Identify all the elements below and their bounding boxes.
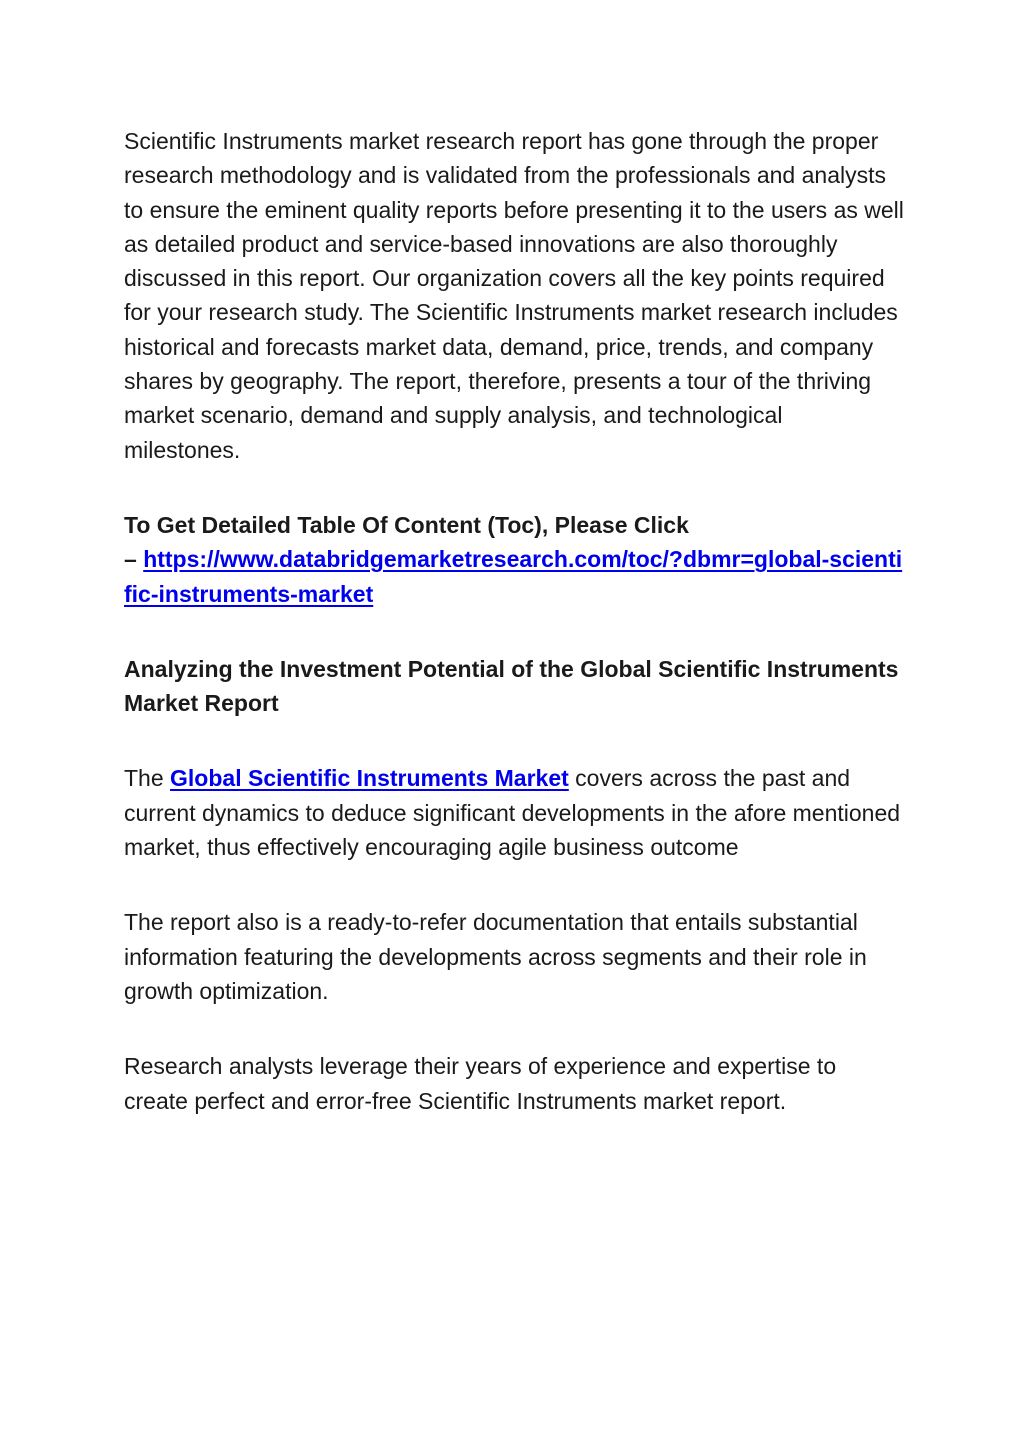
toc-link[interactable]: https://www.databridgemarketresearch.com/toc/?dbmr=global-scientific-instruments-market — [124, 546, 903, 607]
toc-dash: – — [124, 546, 144, 573]
analysts-paragraph: Research analysts leverage their years of experience and expertise to create perfect and error-free Scientific Instruments market report. — [124, 1053, 837, 1114]
ready-to-refer-paragraph: The report also is a ready-to-refer documentation that entails substantial information featuring the developments across segments and their role in growth optimization. — [124, 909, 867, 1004]
toc-label: To Get Detailed Table Of Content (Toc), Please Click — [124, 511, 689, 538]
investment-paragraph — [124, 761, 904, 864]
investment-heading: Analyzing the Investment Potential of the Global Scientific Instruments Market Report — [124, 655, 899, 717]
intro-paragraph: Scientific Instruments market research report has gone through the proper research methodology and is validated from the professionals and analysts to ensure the eminent quality reports before presenting it to the users as well as detailed product and service-based innovations are also thoroughly discussed in this report. Our organization covers all the key points required for your research study. The Scientific Instruments market research includes historical and forecasts market data, demand, price, trends, and company shares by geography. The report, therefore, presents a tour of the thriving market scenario, demand and supply analysis, and technological milestones. — [124, 128, 904, 463]
investment-prefix: The — [124, 765, 171, 792]
market-link[interactable]: Global Scientific Instruments Market — [170, 765, 569, 792]
toc-block — [124, 508, 904, 611]
document-page — [124, 124, 904, 1159]
investment-suffix: covers across the past and current dynamics to deduce significant developments in the afore mentioned market, thus effectively encouraging agile business outcome — [124, 765, 901, 861]
